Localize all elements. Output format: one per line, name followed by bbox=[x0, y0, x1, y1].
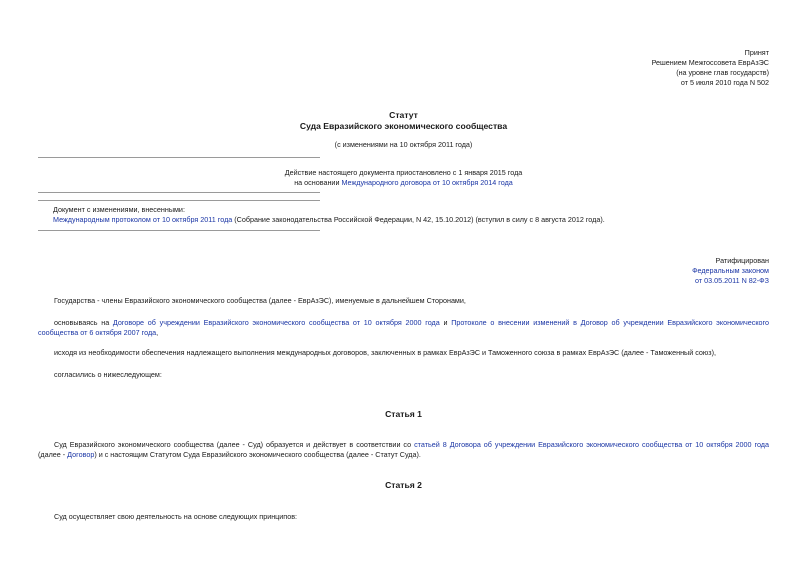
article-1-b: (далее - bbox=[38, 450, 68, 459]
divider bbox=[38, 200, 320, 201]
preamble-paragraph-1: Государства - члены Евразийского экономического сообщества (далее - ЕврАзЭС), именуемые в дальнейшем Сторонами, bbox=[54, 296, 466, 305]
ratified-label: Ратифицирован bbox=[715, 256, 769, 265]
preamble-paragraph-2 bbox=[38, 318, 769, 338]
article-8-link[interactable]: статьей 8 Договора об учреждении Евразийского экономического сообщества от 10 октября 2000 года bbox=[414, 440, 769, 449]
divider bbox=[38, 230, 320, 231]
changes-block bbox=[53, 205, 769, 225]
adoption-line: (на уровне глав государств) bbox=[676, 68, 769, 77]
preamble-p2-c: , bbox=[156, 328, 159, 337]
changes-rest: (Собрание законодательства Российской Федерации, N 42, 15.10.2012) (вступил в силу с 8 августа 2012 года). bbox=[232, 215, 605, 224]
amendment-note: (с изменениями на 10 октября 2011 года) bbox=[334, 140, 473, 149]
preamble-paragraph-4: согласились о нижеследующем: bbox=[54, 370, 162, 379]
preamble-p2-a: основываясь на bbox=[54, 318, 113, 327]
changes-label: Документ с изменениями, внесенными: bbox=[53, 205, 185, 214]
suspension-notice bbox=[0, 168, 807, 188]
adoption-block bbox=[469, 48, 769, 88]
divider bbox=[38, 192, 320, 193]
protocol-amendment-link[interactable]: Протоколе о внесении изменений в Договор об учреждении Евразийского экономического сообщества от 6 октября 2007 года bbox=[38, 318, 770, 337]
protocol-link[interactable]: Международным протоколом от 10 октября 2011 года bbox=[53, 215, 233, 224]
article-2-text: Суд осуществляет свою деятельность на основе следующих принципов: bbox=[54, 512, 298, 521]
changes-source bbox=[53, 215, 769, 225]
preamble-paragraph-3: исходя из необходимости обеспечения надлежащего выполнения международных договоров, заключенных в рамках ЕврАзЭС и Таможенного союза в рамках ЕврАзЭС (далее - Таможенный союз), bbox=[54, 348, 716, 357]
treaty-link[interactable]: Договоре об учреждении Евразийского экономического сообщества от 10 октября 2000 года bbox=[112, 318, 440, 327]
document-title bbox=[0, 110, 807, 132]
preamble-p2-b: и bbox=[439, 318, 452, 327]
adoption-line: от 5 июля 2010 года N 502 bbox=[680, 78, 769, 87]
federal-law-link[interactable]: Федеральным законом bbox=[692, 266, 769, 275]
ratification-block bbox=[469, 256, 769, 286]
title-line-1: Статут bbox=[389, 110, 418, 120]
adoption-line: Решением Межгоссовета ЕврАзЭС bbox=[651, 58, 769, 67]
article-1-a: Суд Евразийского экономического сообщества (далее - Суд) образуется и действует в соответствии со bbox=[54, 440, 415, 449]
suspension-basis-link[interactable]: Международного договора от 10 октября 2014 года bbox=[341, 178, 513, 187]
adoption-line: Принят bbox=[744, 48, 769, 57]
suspension-text: Действие настоящего документа приостановлено с 1 января 2015 года bbox=[284, 168, 523, 177]
treaty-short-link[interactable]: Договор bbox=[67, 450, 95, 459]
suspension-basis-prefix: на основании bbox=[294, 178, 342, 187]
article-1-heading: Статья 1 bbox=[385, 409, 422, 419]
title-line-2: Суда Евразийского экономического сообщества bbox=[299, 121, 508, 131]
article-1-c: ) и с настоящим Статутом Суда Евразийского экономического сообщества (далее - Статут Суда). bbox=[94, 450, 421, 459]
suspension-basis bbox=[0, 178, 807, 188]
article-2-heading: Статья 2 bbox=[385, 480, 422, 490]
federal-law-number-link[interactable]: от 03.05.2011 N 82-ФЗ bbox=[695, 276, 769, 285]
article-1-text bbox=[38, 440, 769, 460]
divider bbox=[38, 157, 320, 158]
